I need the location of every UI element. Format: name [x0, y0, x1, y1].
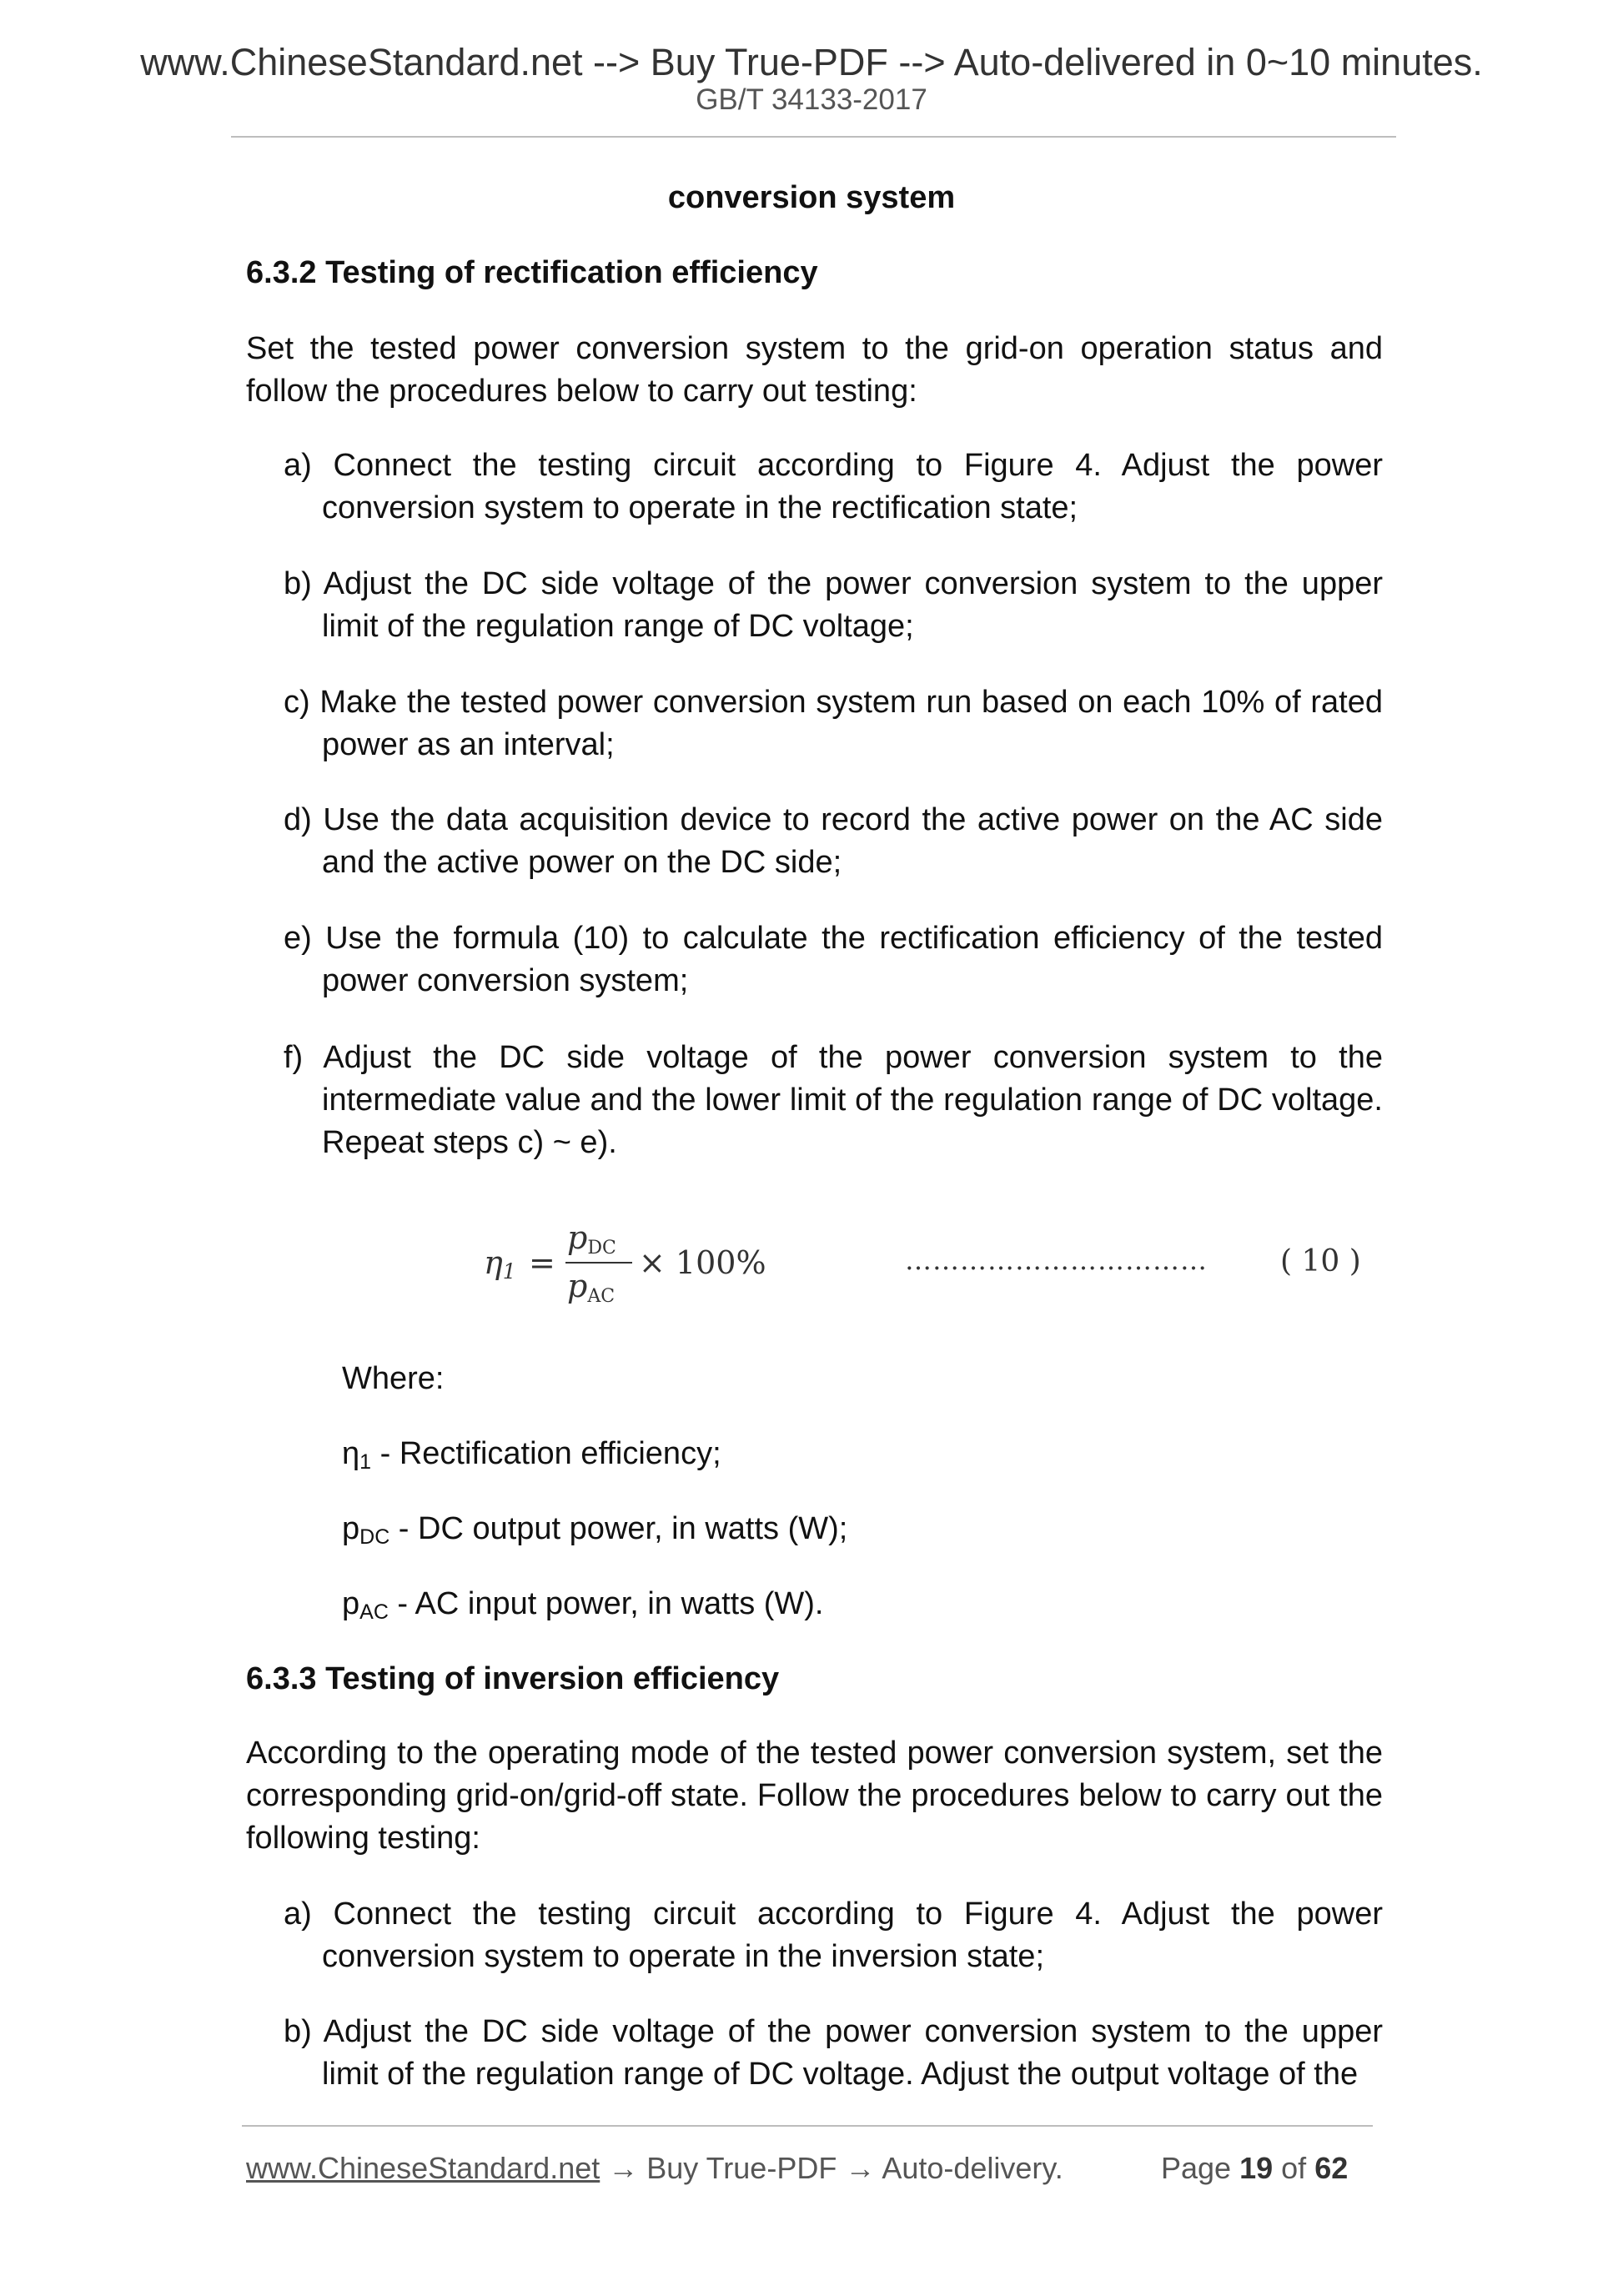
top-banner[interactable]: www.ChineseStandard.net --> Buy True-PDF --> Auto-delivered in 0~10 minutes.	[140, 41, 1483, 83]
formula-leader-dots: ……………………………	[905, 1244, 1208, 1276]
footer-divider	[242, 2125, 1373, 2127]
page-indicator: Page 19 of 62	[1161, 2151, 1349, 2185]
step-b-inversion: b) Adjust the DC side voltage of the power conversion system to the upper limit of the regulation range of DC voltage. Adjust the output voltage of the	[284, 2014, 1383, 2092]
where-def-eta1: $\eta_1$ - Rectification efficiency;	[342, 1436, 721, 1474]
formula-number: ( 10 )	[1280, 1244, 1361, 1279]
section-intro-6-3-2: Set the tested power conversion system to the grid-on operation status and follow the procedures below to carry out testing:	[246, 331, 1383, 409]
fraction-bar	[565, 1262, 632, 1264]
formula-numerator: $p_{DC}$	[567, 1219, 616, 1259]
where-def-pdc: $p_{DC}$ - DC output power, in watts (W);	[342, 1511, 848, 1549]
section-heading-6-3-3: 6.3.3 Testing of inversion efficiency	[246, 1661, 780, 1696]
step-a-rectification: a) Connect the testing circuit according to Figure 4. Adjust the power conversion system to operate in the rectification state;	[284, 448, 1383, 525]
section-heading-6-3-2: 6.3.2 Testing of rectification efficiency	[246, 255, 818, 290]
step-b-rectification: b) Adjust the DC side voltage of the power conversion system to the upper limit of the regulation range of DC voltage;	[284, 566, 1383, 644]
section-intro-6-3-3: According to the operating mode of the tested power conversion system, set the corresponding grid-on/grid-off state. Follow the procedures below to carry out the following testing:	[246, 1736, 1383, 1856]
formula-times-100: × 100%	[639, 1244, 766, 1281]
document-number: GB/T 34133-2017	[696, 83, 927, 116]
continued-title: conversion system	[667, 180, 956, 215]
footer-link[interactable]: www.ChineseStandard.net	[246, 2151, 600, 2185]
formula-eta: $\eta_1$	[484, 1244, 516, 1284]
footer-text: → Buy True-PDF → Auto-delivery.	[600, 2151, 1063, 2185]
step-e-rectification: e) Use the formula (10) to calculate the rectification efficiency of the tested power conversion system;	[284, 921, 1383, 998]
step-d-rectification: d) Use the data acquisition device to record the active power on the AC side and the active power on the DC side;	[284, 802, 1383, 880]
header-divider	[231, 136, 1396, 138]
step-c-rectification: c) Make the tested power conversion system run based on each 10% of rated power as an interval;	[284, 685, 1383, 762]
step-f-rectification: f) Adjust the DC side voltage of the power conversion system to the intermediate value and the lower limit of the regulation range of DC voltage. Repeat steps c) ~ e).	[284, 1040, 1383, 1160]
step-a-inversion: a) Connect the testing circuit according to Figure 4. Adjust the power conversion system to operate in the inversion state;	[284, 1897, 1383, 1974]
page-total: 62	[1314, 2151, 1349, 2185]
footer-promo	[246, 2153, 1063, 2183]
formula-equals: =	[529, 1244, 555, 1281]
formula-denominator: $p_{AC}$	[567, 1268, 616, 1307]
page-number: 19	[1239, 2151, 1274, 2185]
formula-10	[484, 1219, 1401, 1309]
where-def-pac: $p_{AC}$ - AC input power, in watts (W).	[342, 1586, 824, 1624]
where-label: Where:	[342, 1361, 445, 1396]
